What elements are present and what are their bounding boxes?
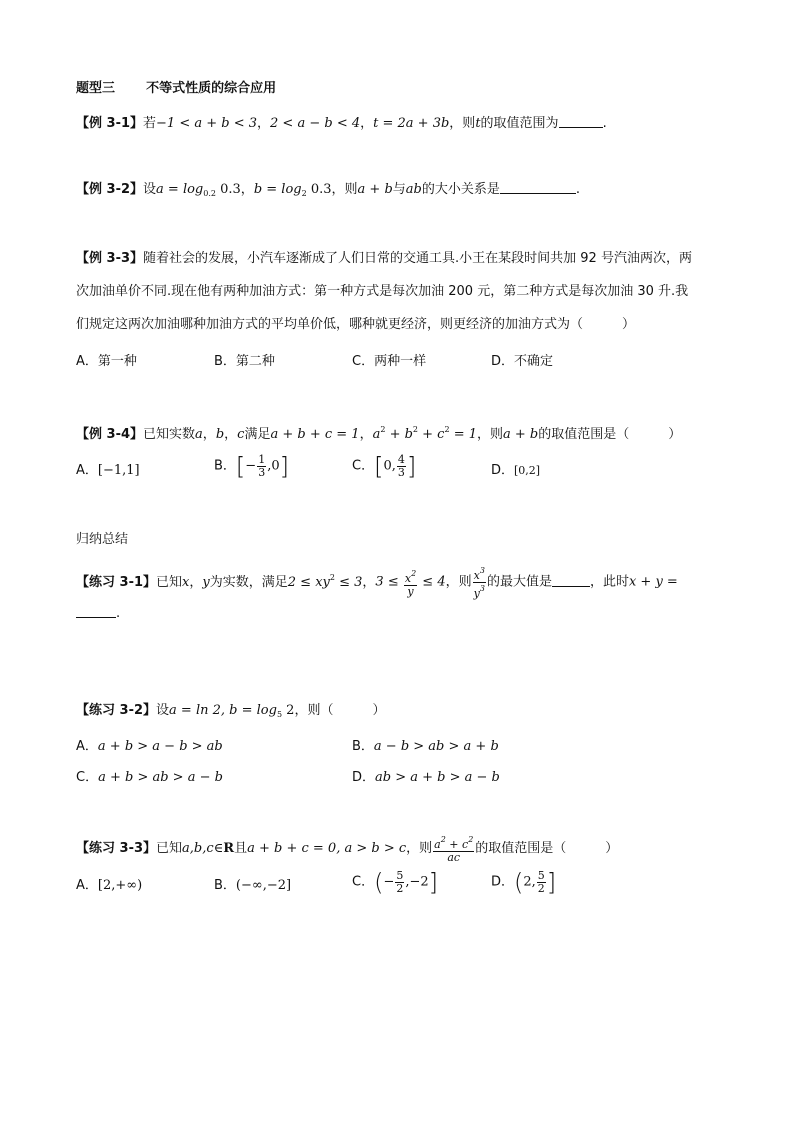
option-c[interactable]: C．两种一样 bbox=[352, 354, 427, 369]
example-tag: 【例 3-2】 bbox=[76, 182, 144, 197]
answer-blank[interactable] bbox=[76, 605, 116, 618]
option-c[interactable]: C．a + b > ab > a − b bbox=[76, 770, 223, 785]
option-b[interactable]: B．[− $\frac{1}{3}$ ,0] bbox=[214, 452, 289, 481]
option-a[interactable]: A．[2,+∞) bbox=[76, 878, 143, 893]
example-3-4: 【例 3-4】已知实数a，b，c满足a + b + c = 1，$a^2 + b^2 + c^2 = 1$，则a + b的取值范围是（ ） bbox=[76, 425, 682, 442]
option-a[interactable]: A．a + b > a − b > ab bbox=[76, 739, 223, 754]
option-a[interactable]: A．[−1,1] bbox=[76, 463, 140, 478]
practice-tag: 【练习 3-3】 bbox=[76, 841, 157, 856]
option-d[interactable]: D．不确定 bbox=[491, 354, 554, 369]
example-tag: 【例 3-1】 bbox=[76, 116, 144, 131]
example-tag: 【例 3-3】 bbox=[76, 251, 144, 266]
fraction: $\frac{1}{3}$ bbox=[258, 453, 266, 479]
option-b[interactable]: B．第二种 bbox=[214, 354, 275, 369]
practice-3-1-continued: . bbox=[76, 605, 120, 623]
practice-tag: 【练习 3-2】 bbox=[76, 703, 157, 718]
practice-3-1: 【练习 3-1】已知x，y为实数，满足$2 \le xy^2 \le 3$，3 ≤ $\frac{x^2}{y}$ ≤ 4，则 $\frac{x^3}{y^3}$ 的最大值是 ，此时x + y = bbox=[76, 566, 678, 600]
practice-tag: 【练习 3-1】 bbox=[76, 575, 157, 590]
practice-3-3: 【练习 3-3】已知a,b,c∈R且a + b + c = 0, a > b > c，则 $\frac{a^2 + c^2}{ac}$ 的取值范围是（ ） bbox=[76, 835, 619, 864]
answer-blank[interactable] bbox=[559, 115, 603, 128]
example-3-1: 【例 3-1】若−1 < a + b < 3，2 < a − b < 4，t = 2a + 3b，则t的取值范围为 . bbox=[76, 116, 607, 131]
example-3-3-line-3: 们规定这两次加油哪种加油方式的平均单价低，哪种就更经济，则更经济的加油方式为（ ） bbox=[76, 317, 636, 332]
section-title bbox=[76, 80, 276, 98]
fraction: $\frac{x^2}{y}$ bbox=[404, 568, 417, 598]
option-b[interactable]: B．a − b > ab > a + b bbox=[352, 739, 499, 754]
example-3-3-line-1: 【例 3-3】随着社会的发展，小汽车逐渐成了人们日常的交通工具.小王在某段时间共加 92 号汽油两次，两 bbox=[76, 251, 692, 266]
fraction: $\frac{4}{3}$ bbox=[397, 453, 405, 479]
example-3-2: 【例 3-2】设$a = \log_{0.2} 0.3$，$b = \log_2 0.3$，则a + b与ab的大小关系是 . bbox=[76, 182, 581, 198]
fraction: $\frac{5}{2}$ bbox=[537, 869, 545, 895]
fraction: $\frac{x^3}{y^3}$ bbox=[473, 566, 485, 600]
option-d[interactable]: D．(2, $\frac{5}{2}$ ] bbox=[491, 868, 557, 897]
fraction: $\frac{5}{2}$ bbox=[396, 869, 404, 895]
option-b[interactable]: B．(−∞,−2] bbox=[214, 878, 292, 893]
summary-heading: 归纳总结 bbox=[76, 532, 129, 547]
option-a[interactable]: A．第一种 bbox=[76, 354, 137, 369]
fraction: $\frac{a^2 + c^2}{ac}$ bbox=[434, 835, 474, 864]
practice-3-2: 【练习 3-2】设a = ln 2, $b = \log_5 2$，则（ ） bbox=[76, 703, 386, 719]
option-d[interactable]: D．ab > a + b > a − b bbox=[352, 770, 500, 785]
section-title-prefix: 题型三 bbox=[76, 81, 116, 96]
section-title-text: 不等式性质的综合应用 bbox=[146, 81, 277, 96]
answer-blank[interactable] bbox=[500, 181, 576, 194]
option-d[interactable]: D．[0,2] bbox=[491, 463, 541, 478]
option-c[interactable]: C．[0, $\frac{4}{3}$ ] bbox=[352, 452, 417, 481]
example-3-3-line-2: 次加油单价不同.现在他有两种加油方式：第一种方式是每次加油 200 元，第二种方式是每次加油 30 升.我 bbox=[76, 284, 689, 299]
answer-blank[interactable] bbox=[552, 574, 590, 587]
option-c[interactable]: C．(− $\frac{5}{2}$ ,−2] bbox=[352, 868, 439, 897]
example-tag: 【例 3-4】 bbox=[76, 427, 144, 442]
